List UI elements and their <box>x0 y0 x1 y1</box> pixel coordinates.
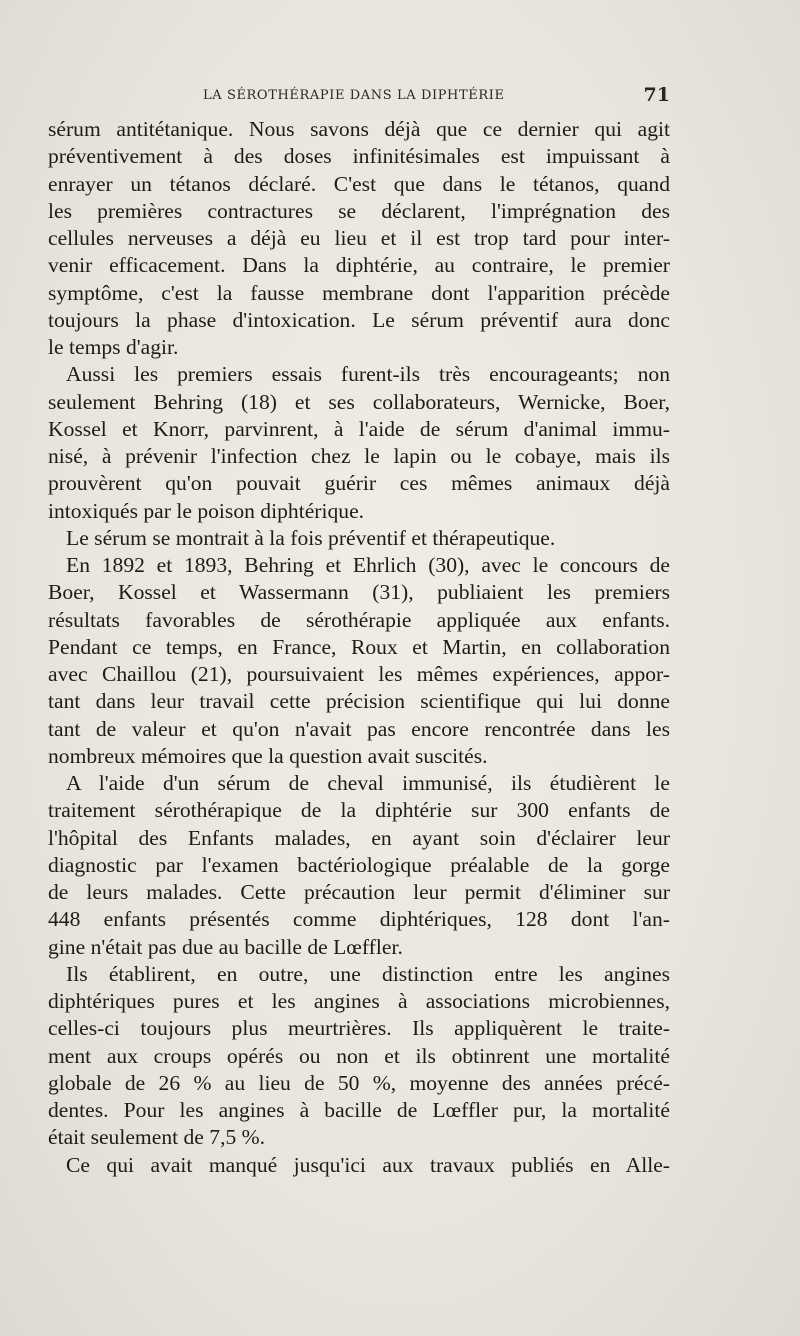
text-line: globale de 26 % au lieu de 50 %, moyenne des années précé- <box>48 1070 670 1095</box>
text-line: diagnostic par l'examen bactériologique préalable de la gorge <box>48 852 670 877</box>
text-line: intoxiqués par le poison diphtérique. <box>48 498 365 523</box>
text-line: Kossel et Knorr, parvinrent, à l'aide de sérum d'animal immu- <box>48 416 670 441</box>
text-line: cellules nerveuses a déjà eu lieu et il est trop tard pour inter- <box>48 226 670 250</box>
text-line: le temps d'agir. <box>48 335 179 359</box>
text-line: celles-ci toujours plus meurtrières. Ils appliquèrent le traite- <box>48 1016 670 1041</box>
text-line: dentes. Pour les angines à bacille de Lœffler pur, la mortalité <box>48 1098 670 1122</box>
text-line: prouvèrent qu'on pouvait guérir ces mêmes animaux déjà <box>48 471 670 496</box>
running-title: LA SÉROTHÉRAPIE DANS LA DIPHTÉRIE <box>203 88 505 103</box>
text-line: les premières contractures se déclarent, l'imprégnation des <box>48 198 670 223</box>
page-header <box>48 86 670 110</box>
text-line: Aussi les premiers essais furent-ils très encourageants; non <box>66 362 670 387</box>
text-line: traitement sérothérapique de la diphtérie sur 300 enfants de <box>48 798 670 823</box>
text-line: diphtériques pures et les angines à associations microbiennes, <box>48 989 670 1013</box>
text-line: enrayer un tétanos déclaré. C'est que dans le tétanos, quand <box>48 171 670 196</box>
text-line: préventivement à des doses infinitésimales est impuissant à <box>48 144 670 169</box>
text-line: venir efficacement. Dans la diphtérie, au contraire, le premier <box>48 253 670 278</box>
text-line: résultats favorables de sérothérapie appliquée aux enfants. <box>48 607 670 632</box>
text-line: gine n'était pas due au bacille de Lœffler. <box>48 934 403 959</box>
text-line: Pendant ce temps, en France, Roux et Martin, en collaboration <box>48 634 670 659</box>
text-line: ment aux croups opérés ou non et ils obtinrent une mortalité <box>48 1043 670 1068</box>
text-line: Ce qui avait manqué jusqu'ici aux travaux publiés en Alle- <box>66 1152 670 1177</box>
body-text <box>48 116 670 1179</box>
text-line: nombreux mémoires que la question avait suscités. <box>48 743 488 768</box>
text-line: avec Chaillou (21), poursuivaient les mêmes expériences, appor- <box>48 662 670 686</box>
text-line: A l'aide d'un sérum de cheval immunisé, ils étudièrent le <box>66 771 670 795</box>
text-line: En 1892 et 1893, Behring et Ehrlich (30), avec le concours de <box>66 553 670 577</box>
text-line: l'hôpital des Enfants malades, en ayant soin d'éclairer leur <box>48 825 670 850</box>
text-line: Le sérum se montrait à la fois préventif et thérapeutique. <box>66 525 556 550</box>
text-line: était seulement de 7,5 %. <box>48 1125 266 1150</box>
text-line: Boer, Kossel et Wassermann (31), publiaient les premiers <box>48 580 670 605</box>
text-line: tant de valeur et qu'on n'avait pas encore rencontrée dans les <box>48 716 670 741</box>
page-number: 71 <box>643 84 670 106</box>
text-line: de leurs malades. Cette précaution leur permit d'éliminer sur <box>48 880 670 904</box>
text-line: nisé, à prévenir l'infection chez le lapin ou le cobaye, mais ils <box>48 444 670 468</box>
text-line: seulement Behring (18) et ses collaborateurs, Wernicke, Boer, <box>48 389 670 414</box>
text-line: symptôme, c'est la fausse membrane dont l'apparition précède <box>48 280 670 305</box>
text-line: Ils établirent, en outre, une distinction entre les angines <box>66 961 670 986</box>
text-line: sérum antitétanique. Nous savons déjà que ce dernier qui agit <box>48 117 670 141</box>
text-line: 448 enfants présentés comme diphtériques, 128 dont l'an- <box>48 907 670 932</box>
text-line: toujours la phase d'intoxication. Le sérum préventif aura donc <box>48 307 670 332</box>
text-line: tant dans leur travail cette précision scientifique qui lui donne <box>48 689 670 714</box>
